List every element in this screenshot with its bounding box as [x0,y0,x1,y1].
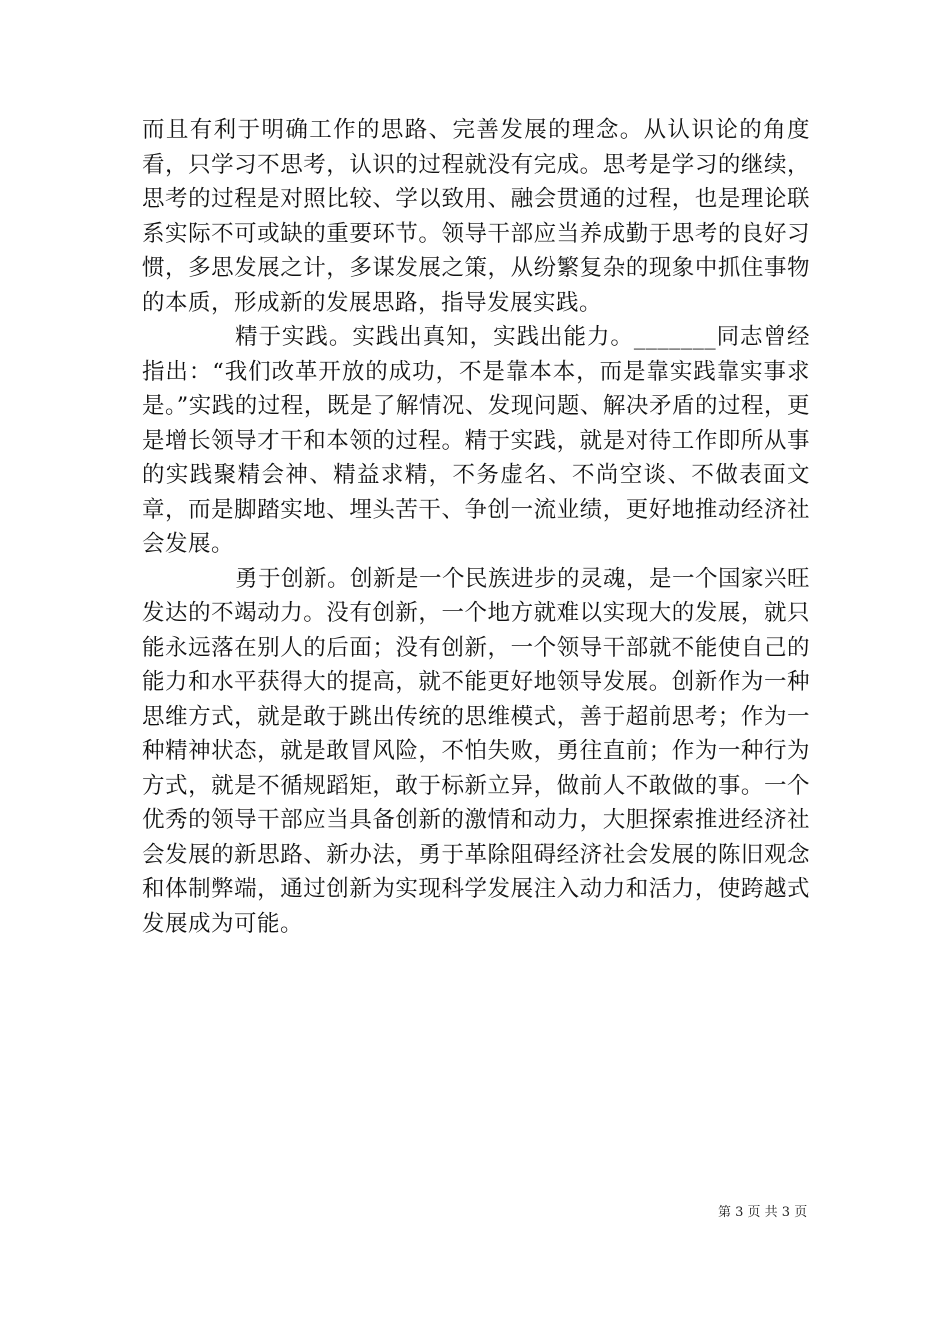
paragraph-innovation: 勇于创新。创新是一个民族进步的灵魂，是一个国家兴旺发达的不竭动力。没有创新，一个地方就难以实现大的发展，就只能永远落在别人的后面；没有创新，一个领导干部就不能使自己的能力和水平获得大的提高，就不能更好地领导发展。创新作为一种思维方式，就是敢于跳出传统的思维模式，善于超前思考；作为一种精神状态，就是敢冒风险，不怕失败，勇往直前；作为一种行为方式，就是不循规蹈矩，敢于标新立异，做前人不敢做的事。一个优秀的领导干部应当具备创新的激情和动力，大胆探索推进经济社会发展的新思路、新办法，勇于革除阻碍经济社会发展的陈旧观念和体制弊端，通过创新为实现科学发展注入动力和活力，使跨越式发展成为可能。 [142,565,811,937]
page-number-footer: 第 3 页 共 3 页 [718,1205,808,1220]
paragraph-practice: 精于实践。实践出真知，实践出能力。_______同志曾经指出：“我们改革开放的成功，不是靠本本，而是靠实践靠实事求是。”实践的过程，既是了解情况、发现问题、解决矛盾的过程，更是增长领导才干和本领的过程。精于实践，就是对待工作即所从事的实践聚精会神、精益求精，不务虚名、不尚空谈、不做表面文章，而是脚踏实地、埋头苦干、争创一流业绩，更好地推动经济社会发展。 [142,324,810,557]
paragraph-thinking-continued: 而且有利于明确工作的思路、完善发展的理念。从认识论的角度看，只学习不思考，认识的过程就没有完成。思考是学习的继续，思考的过程是对照比较、学以致用、融会贯通的过程，也是理论联系实际不可或缺的重要环节。领导干部应当养成勤于思考的良好习惯，多思发展之计，多谋发展之策，从纷繁复杂的现象中抓住事物的本质，形成新的发展思路，指导发展实践。 [142,117,810,316]
document-body [142,113,810,941]
